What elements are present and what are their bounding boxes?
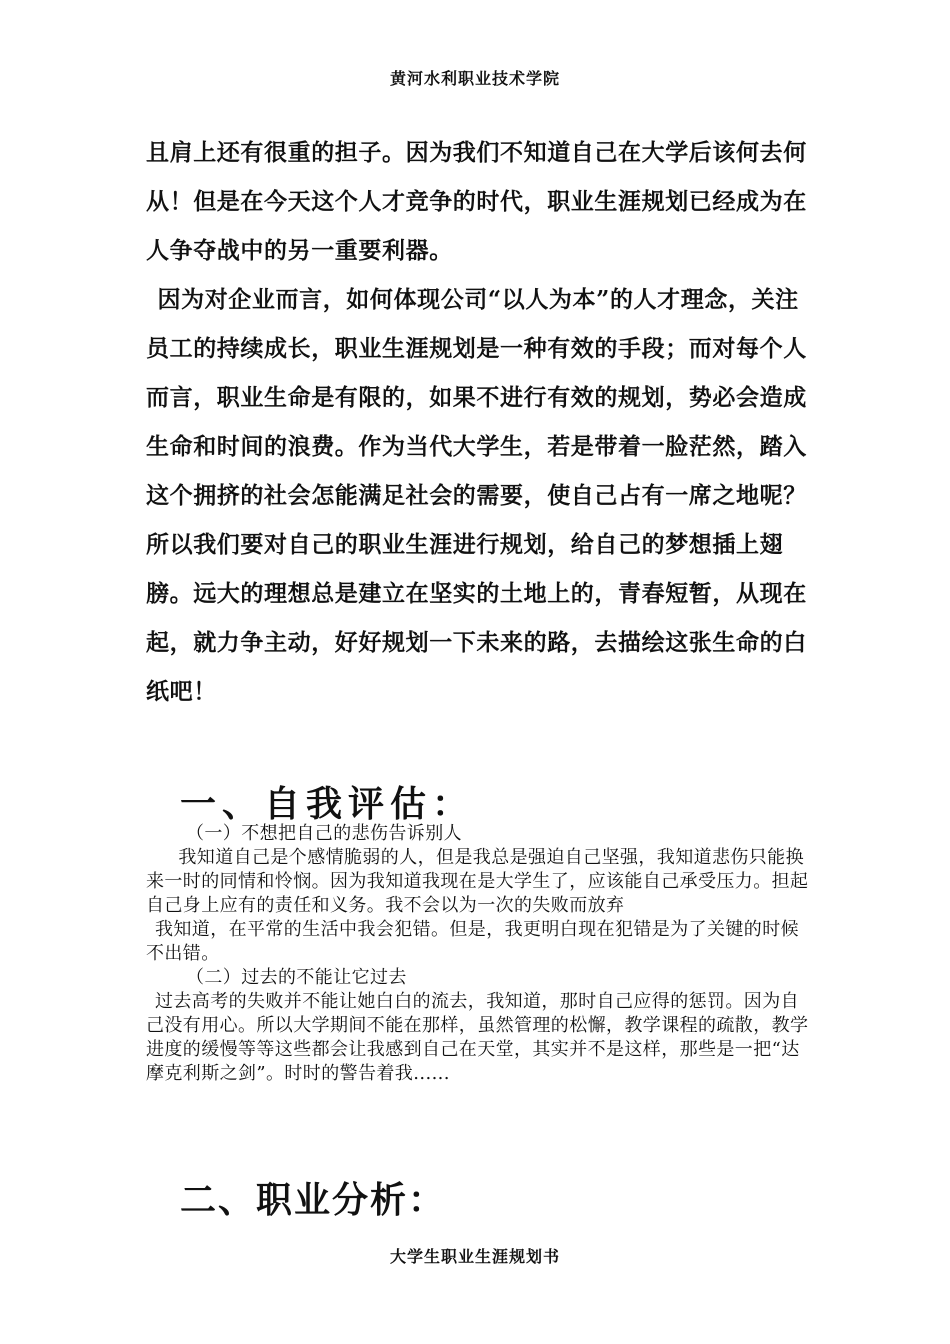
self-assessment-paragraph-3: 过去高考的失败并不能让她白白的流去，我知道，那时自己应得的惩罚。因为自己没有用心。所以大学期间不能在那样，虽然管理的松懈，教学课程的疏散，教学进度的缓慢等等这些都会让我感到自己在天堂，其实并不是这样，那些是一把“达摩克利斯之剑”。时时的警告着我...... [146,991,809,1084]
sub-heading-2: （二）过去的不能让它过去 [186,967,407,988]
intro-section [146,128,810,716]
self-assessment-paragraph-2: 我知道，在平常的生活中我会犯错。但是，我更明白现在犯错是为了关键的时候不出错。 [146,919,799,964]
intro-paragraph-1: 且肩上还有很重的担子。因为我们不知道自己在大学后该何去何从！但是在今天这个人才竞争的时代，职业生涯规划已经成为在人争夺战中的另一重要利器。 [146,139,807,264]
section-heading-career-analysis: 二、职业分析： [180,1179,447,1221]
self-assessment-section [146,822,812,1086]
self-assessment-paragraph-1: 我知道自己是个感情脆弱的人，但是我总是强迫自己坚强，我知道悲伤只能换来一时的同情和怜悯。因为我知道我现在是大学生了，应该能自己承受压力。担起自己身上应有的责任和义务。我不会以为一次的失败而放弃 [146,847,809,916]
section-heading-self-assessment: 一、自我评估： [180,783,475,825]
page-footer: 大学生职业生涯规划书 [389,1247,560,1266]
intro-paragraph-2: 因为对企业而言，如何体现公司“以人为本”的人才理念，关注员工的持续成长，职业生涯规划是一种有效的手段；而对每个人而言，职业生命是有限的，如果不进行有效的规划，势必会造成生命和时间的浪费。作为当代大学生，若是带着一脸茫然，踏入这个拥挤的社会怎能满足社会的需要，使自己占有一席之地呢？所以我们要对自己的职业生涯进行规划，给自己的梦想插上翅膀。远大的理想总是建立在坚实的土地上的，青春短暂，从现在起，就力争主动，好好规划一下未来的路，去描绘这张生命的白纸吧！ [146,286,807,705]
sub-heading-1: （一）不想把自己的悲伤告诉别人 [186,823,462,844]
page-header: 黄河水利职业技术学院 [389,69,560,88]
